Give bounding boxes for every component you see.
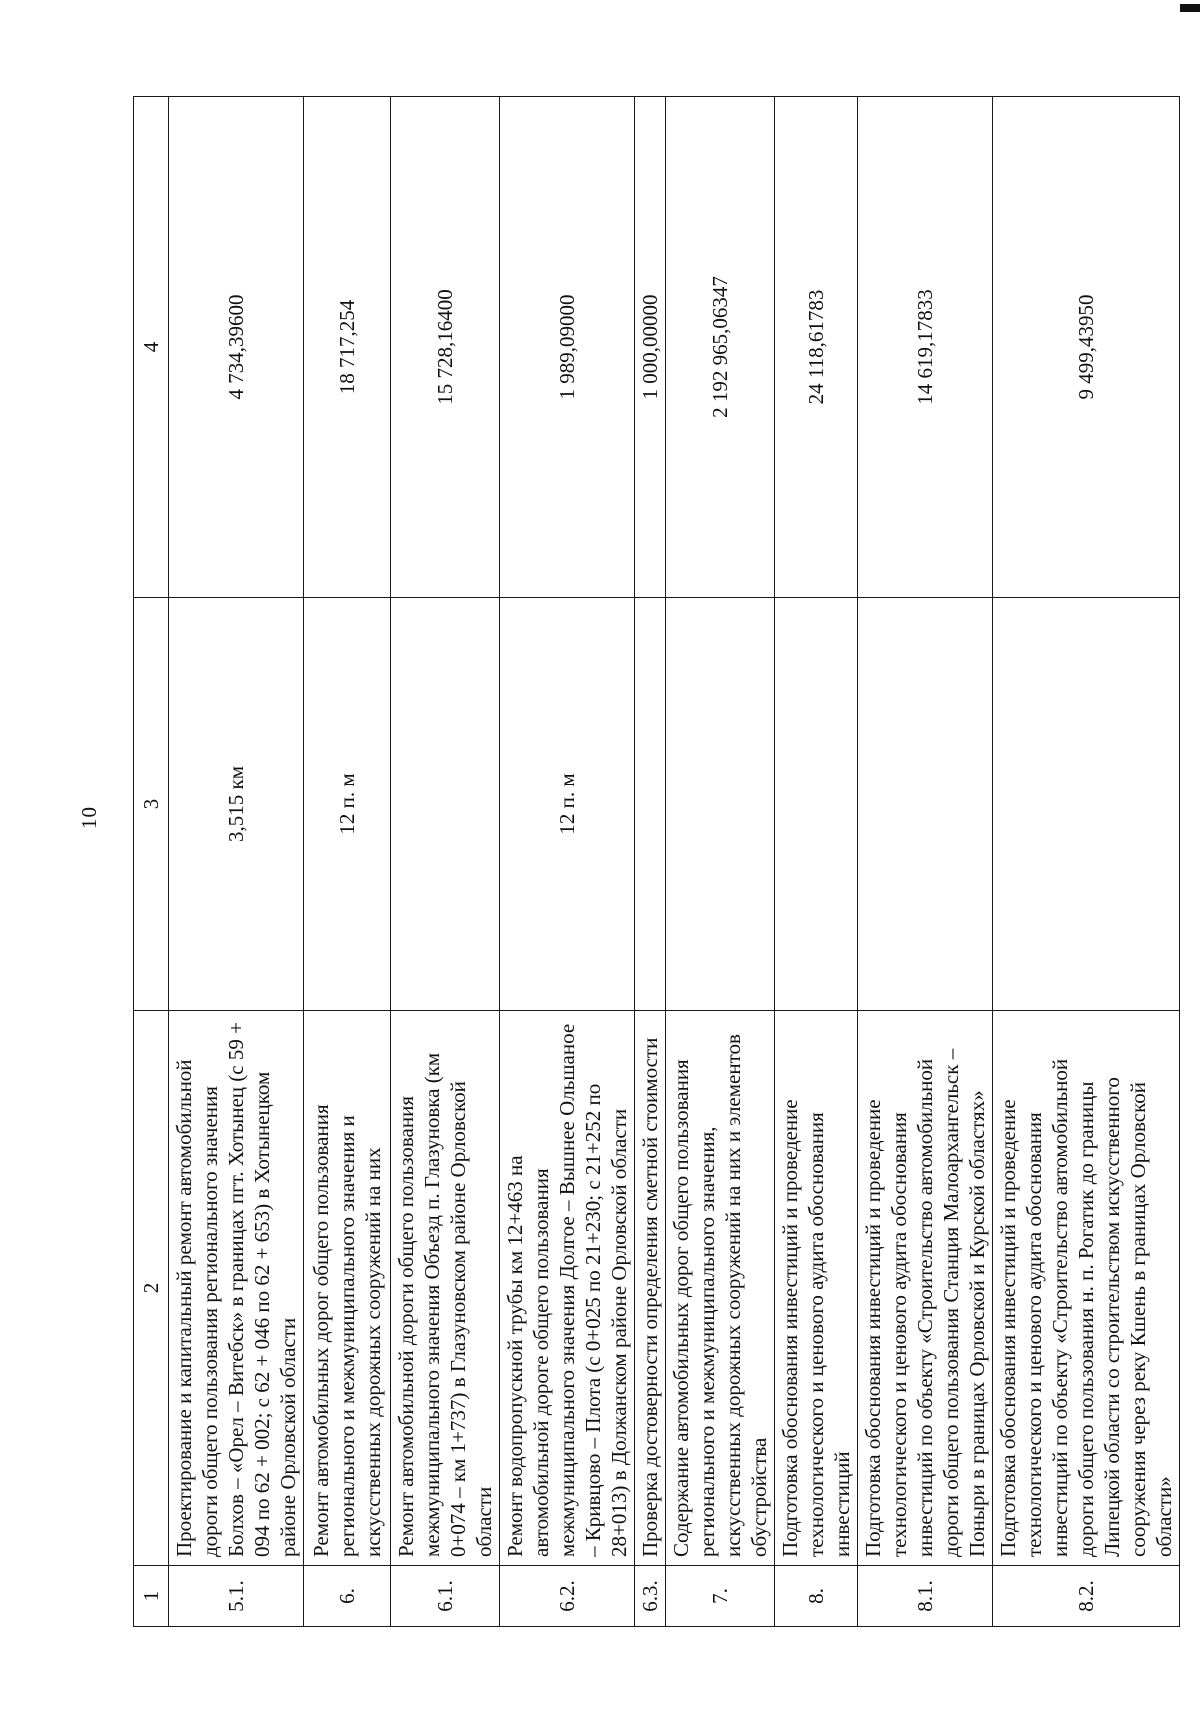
table-header-row: [134, 97, 169, 1627]
row-amount: 1 000,00000: [635, 97, 666, 598]
row-number: 7.: [666, 1566, 775, 1627]
row-number: 5.1.: [169, 1566, 304, 1627]
row-description: Ремонт автомобильных дорог общего пользования регионального и межмуниципального значения и искусственных дорожных сооружений на них: [304, 1011, 391, 1566]
row-amount: 4 734,39600: [169, 97, 304, 598]
row-description: Проектирование и капитальный ремонт автомобильной дороги общего пользования регионального значения Болхов – «Орел – Витебск» в границах пгт. Хотынец (с 59 + 094 по 62 + 002; с 62 + 046 по 62 + 653) в Хотынецком районе Орловской области: [169, 1011, 304, 1566]
row-description: Проверка достоверности определения сметной стоимости: [635, 1011, 666, 1566]
row-description: Содержание автомобильных дорог общего пользования регионального и межмуниципального значения, искусственных дорожных сооружений на них и элементов обустройства: [666, 1011, 775, 1566]
scan-edge-mark: [1180, 4, 1200, 12]
row-unit: 3,515 км: [169, 598, 304, 1011]
table-row: [169, 97, 304, 1627]
row-unit: [775, 598, 858, 1011]
column-header-3: 3: [134, 598, 169, 1011]
row-number: 8.: [775, 1566, 858, 1627]
row-description: Ремонт водопропускной трубы км 12+463 на автомобильной дороге общего пользования межмуниципального значения Долгое – Вышнее Ольшаное – Кривцово – Плота (с 0+025 по 21+230; с 21+252 по 28+013) в Должанском районе Орловской области: [500, 1011, 635, 1566]
row-description: Подготовка обоснования инвестиций и проведение технологического и ценового аудита обоснования инвестиций: [775, 1011, 858, 1566]
budget-table: [133, 96, 1180, 1627]
table-row: [775, 97, 858, 1627]
row-number: 6.2.: [500, 1566, 635, 1627]
row-description: Ремонт автомобильной дороги общего пользования межмуниципального значения Объезд п. Глазуновка (км 0+074 – км 1+737) в Глазуновском районе Орловской области: [391, 1011, 500, 1566]
row-unit: [635, 598, 666, 1011]
row-unit: 12 п. м: [304, 598, 391, 1011]
row-amount: 2 192 965,06347: [666, 97, 775, 598]
row-unit: [993, 598, 1180, 1011]
row-number: 8.1.: [858, 1566, 993, 1627]
table-row: [304, 97, 391, 1627]
table-row: [391, 97, 500, 1627]
row-amount: 18 717,254: [304, 97, 391, 598]
page-number: 10: [77, 806, 101, 829]
row-unit: [666, 598, 775, 1011]
column-header-1: 1: [134, 1566, 169, 1627]
column-header-4: 4: [134, 97, 169, 598]
row-number: 8.2.: [993, 1566, 1180, 1627]
table-row: [500, 97, 635, 1627]
row-description: Подготовка обоснования инвестиций и проведение технологического и ценового аудита обоснования инвестиций по объекту «Строительство автомобильной дороги общего пользования Станция Малоархангельск – Поныри в границах Орловской и Курской областях»: [858, 1011, 993, 1566]
row-number: 6.3.: [635, 1566, 666, 1627]
row-unit: 12 п. м: [500, 598, 635, 1011]
row-description: Подготовка обоснования инвестиций и проведение технологического и ценового аудита обоснования инвестиций по объекту «Строительство автомобильной дороги общего пользования н. п. Рогатик до границы Липецкой области со строительством искусственного сооружения через реку Кшень в границах Орловской области»: [993, 1011, 1180, 1566]
table-row: [993, 97, 1180, 1627]
table-row: [858, 97, 993, 1627]
row-number: 6.: [304, 1566, 391, 1627]
row-amount: 24 118,61783: [775, 97, 858, 598]
row-unit: [391, 598, 500, 1011]
rotated-table-container: [133, 97, 1176, 1627]
row-amount: 15 728,16400: [391, 97, 500, 598]
row-number: 6.1.: [391, 1566, 500, 1627]
row-amount: 14 619,17833: [858, 97, 993, 598]
row-amount: 9 499,43950: [993, 97, 1180, 598]
column-header-2: 2: [134, 1011, 169, 1566]
table-row: [635, 97, 666, 1627]
table-row: [666, 97, 775, 1627]
row-unit: [858, 598, 993, 1011]
row-amount: 1 989,09000: [500, 97, 635, 598]
